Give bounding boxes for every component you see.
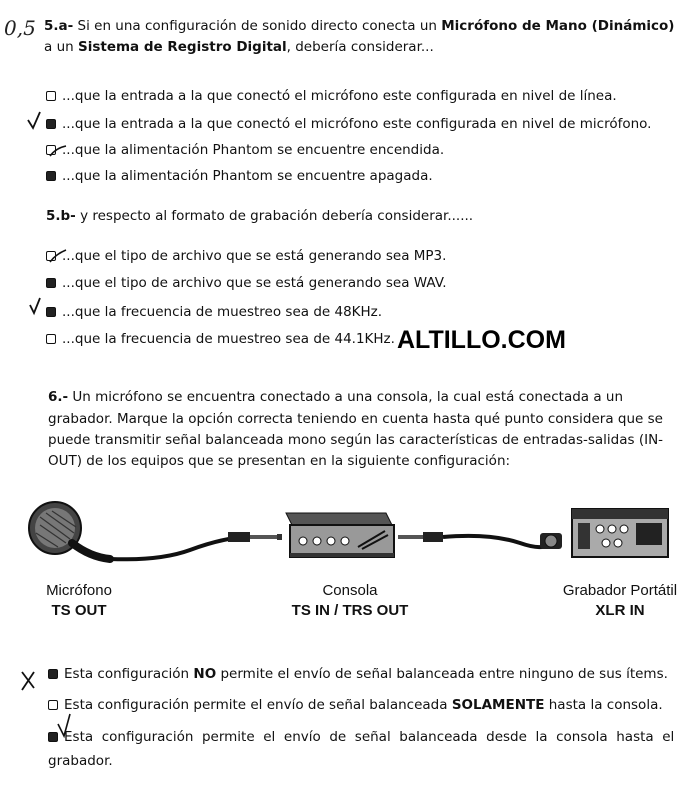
device-port-microphone: TS OUT: [51, 602, 107, 619]
device-label-console: Consola: [322, 582, 378, 599]
question-text: , debería considerar...: [286, 39, 434, 55]
question-text: y respecto al formato de grabación debería considerar......: [80, 208, 474, 224]
device-label-microphone: Micrófono: [46, 582, 112, 599]
checkbox[interactable]: [48, 700, 58, 710]
device-label-recorder: Grabador Portátil: [562, 582, 678, 599]
answer-label: [64, 697, 663, 713]
answer-label: [64, 666, 668, 682]
option-label: ...que la alimentación Phantom se encuentre encendida.: [62, 142, 445, 158]
checkbox-checked[interactable]: [48, 669, 58, 679]
answer-text: permite el envío de señal balanceada entre ninguno de sus ítems.: [220, 666, 668, 682]
answer-text: Esta configuración permite el envío de señal balanceada: [64, 697, 448, 713]
question-6-line2: grabador. Marque la opción correcta teniendo en cuenta hasta qué punto considera que se: [48, 411, 663, 427]
pen-stroke-icon: [50, 146, 66, 156]
answer-option-3-continued: grabador.: [48, 753, 113, 769]
question-number: 5.a-: [44, 18, 74, 34]
pen-stroke-icon: [50, 250, 66, 262]
question-emphasis: Sistema de Registro Digital: [77, 39, 287, 55]
answer-text: hasta la consola.: [548, 697, 663, 713]
question-emphasis: Micrófono de Mano (Dinámico): [441, 18, 675, 34]
device-port-console: TS IN / TRS OUT: [291, 602, 409, 619]
option-label: ...que la alimentación Phantom se encuentre apagada.: [62, 168, 433, 184]
answer-text: Esta configuración permite el envío de señal balanceada desde la consola hasta el: [64, 729, 675, 745]
question-number: 6.-: [48, 389, 69, 405]
checkbox-checked[interactable]: [48, 732, 58, 742]
question-6-line4: OUT) de los equipos que se presentan en la siguiente configuración:: [48, 453, 511, 469]
check-mark-icon: [28, 112, 40, 128]
answer-emphasis: SOLAMENTE: [451, 697, 545, 713]
check-mark-icon: [30, 298, 40, 313]
option-label: ...que la entrada a la que conectó el micrófono este configurada en nivel de micrófono.: [62, 116, 652, 132]
cross-mark-icon: [22, 672, 34, 690]
answer-emphasis: NO: [193, 666, 217, 682]
option-label: ...que la frecuencia de muestreo sea de 48KHz.: [62, 304, 383, 320]
option-label: ...que el tipo de archivo que se está generando sea WAV.: [62, 275, 447, 291]
option-label: ...que la frecuencia de muestreo sea de 44.1KHz.: [62, 331, 395, 347]
question-text: a un: [44, 39, 74, 55]
option-label: ...que el tipo de archivo que se está generando sea MP3.: [62, 248, 447, 264]
option-label: ...que la entrada a la que conectó el micrófono este configurada en nivel de línea.: [62, 88, 617, 104]
question-number: 5.b-: [46, 208, 76, 224]
handwritten-score: 0,5: [4, 16, 36, 40]
question-text: Si en una configuración de sonido directo conecta un: [77, 18, 437, 34]
question-text: Un micrófono se encuentra conectado a una consola, la cual está conectada a un: [72, 389, 624, 405]
question-6-line3: puede transmitir señal balanceada mono según las características de entradas-salidas (IN-: [48, 432, 664, 448]
watermark: ALTILLO.COM: [397, 326, 566, 354]
answer-text: Esta configuración: [64, 666, 190, 682]
device-port-recorder: XLR IN: [595, 602, 645, 619]
